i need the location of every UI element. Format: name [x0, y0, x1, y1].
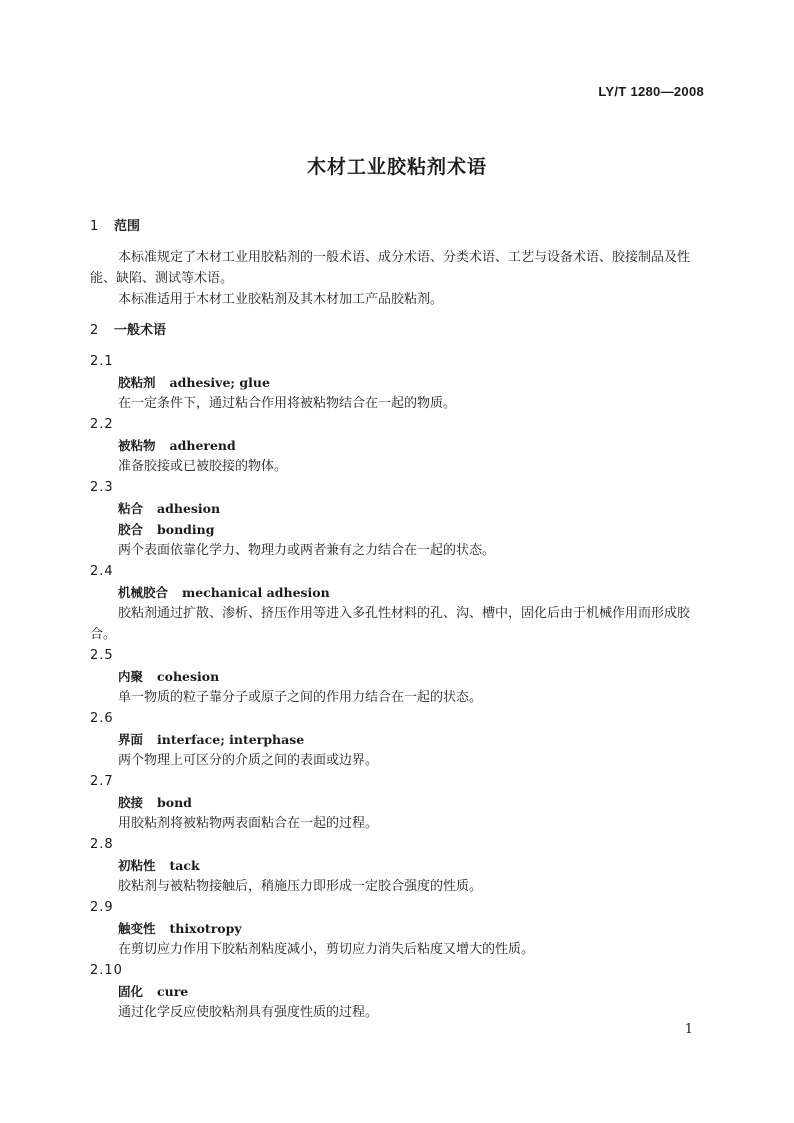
term-definition: 用胶粘剂将被粘物两表面粘合在一起的过程。 — [118, 816, 379, 831]
term-number: 2.7 — [90, 774, 114, 789]
term-definition: 在一定条件下，通过粘合作用将被粘物结合在一起的物质。 — [118, 396, 457, 411]
term-definition: 准备胶接或已被胶接的物体。 — [118, 459, 288, 474]
term-line — [90, 981, 704, 1002]
section-number: 1 — [90, 219, 99, 234]
term-number: 2.10 — [90, 963, 123, 978]
term-chinese: 机械胶合 — [118, 585, 169, 600]
term-chinese: 胶粘剂 — [118, 375, 156, 390]
term-entry — [90, 477, 704, 561]
term-english: cohesion — [157, 669, 220, 684]
term-english: cure — [157, 984, 189, 999]
term-english: bond — [157, 795, 192, 810]
term-number: 2.4 — [90, 564, 114, 579]
term-number: 2.1 — [90, 354, 114, 369]
scope-paragraph: 本标准规定了木材工业用胶粘剂的一般术语、成分术语、分类术语、工艺与设备术语、胶接制品及性能、缺陷、测试等术语。 — [90, 250, 691, 286]
term-definition: 通过化学反应使胶粘剂具有强度性质的过程。 — [118, 1005, 379, 1020]
term-entry — [90, 834, 704, 897]
term-chinese: 界面 — [118, 732, 144, 747]
term-line — [90, 918, 704, 939]
term-entry — [90, 561, 704, 645]
term-entry — [90, 771, 704, 834]
term-line — [90, 498, 704, 519]
standard-code: LY/T 1280—2008 — [598, 84, 704, 99]
document-body — [90, 216, 704, 1023]
term-chinese: 固化 — [118, 984, 144, 999]
term-english: thixotropy — [169, 921, 242, 936]
term-line — [90, 792, 704, 813]
term-number: 2.2 — [90, 417, 114, 432]
term-definition: 胶粘剂通过扩散、渗析、挤压作用等进入多孔性材料的孔、沟、槽中，固化后由于机械作用而形成胶合。 — [90, 606, 691, 642]
section-heading-scope — [90, 216, 704, 237]
term-chinese: 粘合 — [118, 501, 144, 516]
term-chinese: 被粘物 — [118, 438, 156, 453]
term-entry — [90, 351, 704, 414]
term-line — [90, 729, 704, 750]
term-chinese: 内聚 — [118, 669, 144, 684]
term-definition: 单一物质的粒子靠分子或原子之间的作用力结合在一起的状态。 — [118, 690, 483, 705]
section-title: 一般术语 — [114, 323, 167, 338]
term-english: adhesive; glue — [169, 375, 270, 390]
scope-paragraph: 本标准适用于木材工业胶粘剂及其木材加工产品胶粘剂。 — [118, 292, 444, 307]
term-line — [90, 666, 704, 687]
term-english: adhesion — [157, 501, 221, 516]
term-number: 2.9 — [90, 900, 114, 915]
term-number: 2.6 — [90, 711, 114, 726]
term-english: mechanical adhesion — [182, 585, 330, 600]
term-entry — [90, 414, 704, 477]
term-entry — [90, 897, 704, 960]
term-chinese: 初粘性 — [118, 858, 156, 873]
term-entry — [90, 708, 704, 771]
term-chinese: 胶合 — [118, 522, 144, 537]
section-heading-general-terms — [90, 320, 704, 341]
term-definition: 两个物理上可区分的介质之间的表面或边界。 — [118, 753, 379, 768]
term-english: tack — [169, 858, 200, 873]
term-number: 2.5 — [90, 648, 114, 663]
section-number: 2 — [90, 323, 99, 338]
term-line — [90, 519, 704, 540]
term-number: 2.8 — [90, 837, 114, 852]
term-entries — [90, 351, 704, 1023]
term-definition: 胶粘剂与被粘物接触后，稍施压力即形成一定胶合强度的性质。 — [118, 879, 483, 894]
term-definition: 在剪切应力作用下胶粘剂粘度减小，剪切应力消失后粘度又增大的性质。 — [118, 942, 535, 957]
term-english: adherend — [169, 438, 236, 453]
page-number: 1 — [684, 1022, 693, 1037]
term-entry — [90, 645, 704, 708]
term-english: bonding — [157, 522, 215, 537]
document-title: 木材工业胶粘剂术语 — [306, 156, 487, 178]
section-title: 范围 — [114, 219, 141, 234]
term-line — [90, 582, 704, 603]
term-chinese: 胶接 — [118, 795, 144, 810]
term-definition: 两个表面依靠化学力、物理力或两者兼有之力结合在一起的状态。 — [118, 543, 496, 558]
term-number: 2.3 — [90, 480, 114, 495]
term-line — [90, 435, 704, 456]
term-entry — [90, 960, 704, 1023]
term-english: interface; interphase — [157, 732, 305, 747]
term-line — [90, 372, 704, 393]
term-line — [90, 855, 704, 876]
term-chinese: 触变性 — [118, 921, 156, 936]
